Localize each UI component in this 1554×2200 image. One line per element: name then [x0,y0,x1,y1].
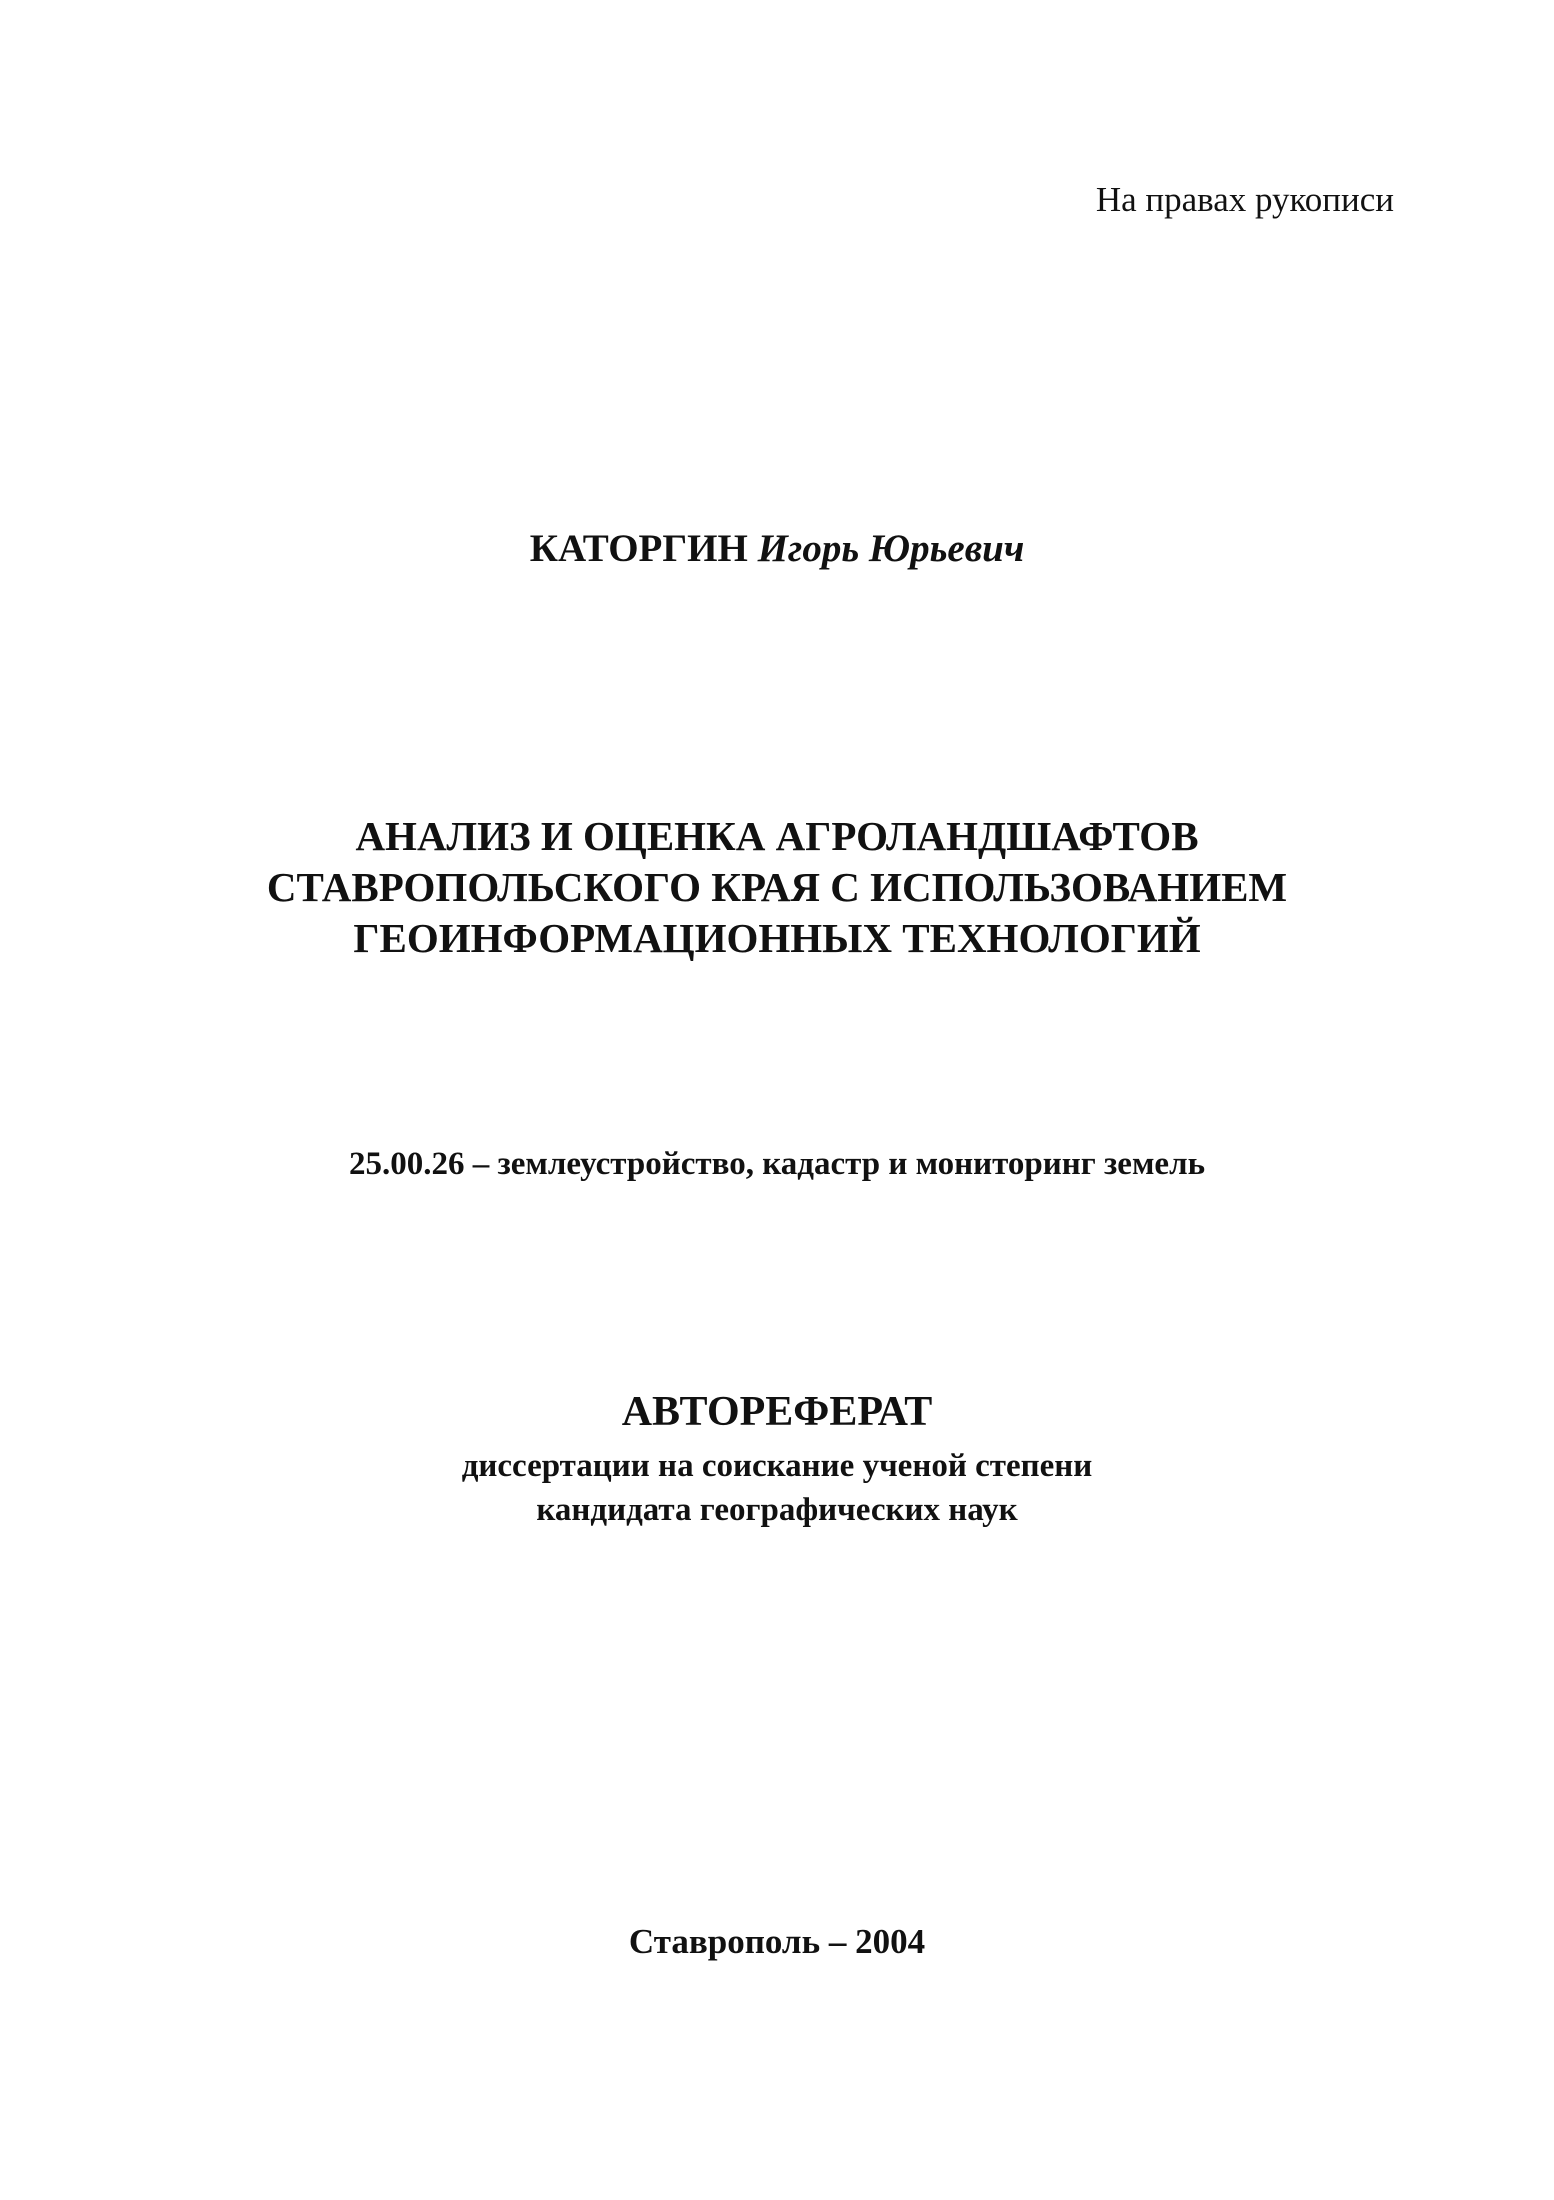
dissertation-title [0,811,1554,964]
title-line-1: АНАЛИЗ И ОЦЕНКА АГРОЛАНДШАФТОВ [355,813,1199,859]
degree-line-2: кандидата географических наук [536,1492,1018,1528]
author-name [0,526,1554,571]
degree-description [0,1444,1554,1532]
degree-line-1: диссертации на соискание ученой степени [461,1448,1093,1484]
manuscript-note: На правах рукописи [1095,180,1394,219]
title-line-2: СТАВРОПОЛЬСКОГО КРАЯ С ИСПОЛЬЗОВАНИЕМ [266,864,1288,910]
author-surname: КАТОРГИН [529,527,748,570]
author-given-names: Игорь Юрьевич [757,527,1025,570]
title-line-3: ГЕОИНФОРМАЦИОННЫХ ТЕХНОЛОГИЙ [353,915,1201,961]
place-and-year: Ставрополь – 2004 [628,1922,926,1961]
document-type-heading: АВТОРЕФЕРАТ [621,1389,933,1435]
specialty-code: 25.00.26 – землеустройство, кадастр и мониторинг земель [348,1146,1206,1182]
